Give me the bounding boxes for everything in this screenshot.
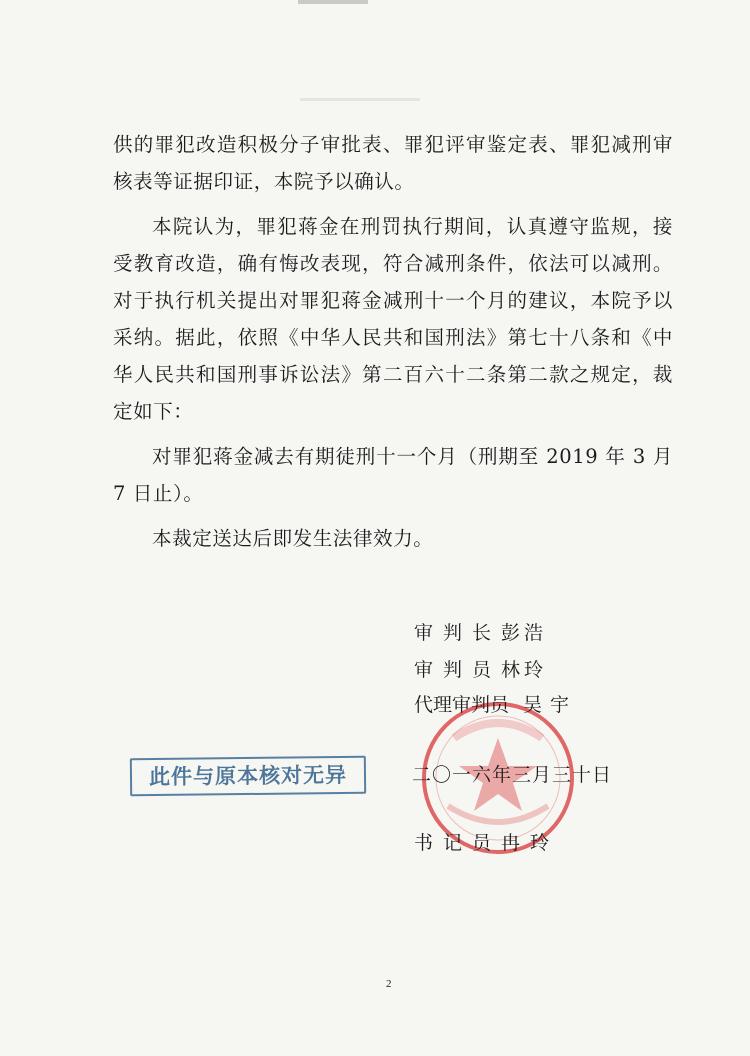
- scan-edge-mark: [298, 0, 368, 4]
- paragraph-ruling: 对罪犯蒋金减去有期徒刑十一个月（刑期至 2019 年 3 月 7 日止）。: [113, 445, 673, 505]
- signature-judge: 审判员林玲: [414, 659, 548, 681]
- paragraph-court-opinion: 本院认为，罪犯蒋金在刑罚执行期间，认真遵守监规，接受教育改造，确有悔改表现，符合减刑条件，依法可以减刑。对于执行机关提出对罪犯蒋金减刑十一个月的建议，本院予以采纳。据此，依照《中华人民共和国刑法》第七十八条和《中华人民共和国刑事诉讼法》第二百六十二条第二款之规定，裁定如下：: [113, 215, 673, 423]
- signature-presiding-judge: 审判长彭浩: [414, 622, 548, 644]
- signature-clerk: 书记员冉玲: [414, 832, 560, 854]
- page-number: 2: [386, 978, 392, 990]
- signature-acting-judge: 代理审判员 吴宇: [414, 694, 578, 716]
- verification-stamp: 此件与原本核对无异: [130, 756, 366, 796]
- paragraph-evidence: 供的罪犯改造积极分子审批表、罪犯评审鉴定表、罪犯减刑审核表等证据印证，本院予以确认。: [113, 133, 673, 193]
- paragraph-effect: 本裁定送达后即发生法律效力。: [152, 527, 434, 550]
- scan-faint-line: [300, 98, 420, 101]
- ruling-date: 二〇一六年三月三十日: [412, 764, 613, 786]
- document-body: [113, 126, 673, 557]
